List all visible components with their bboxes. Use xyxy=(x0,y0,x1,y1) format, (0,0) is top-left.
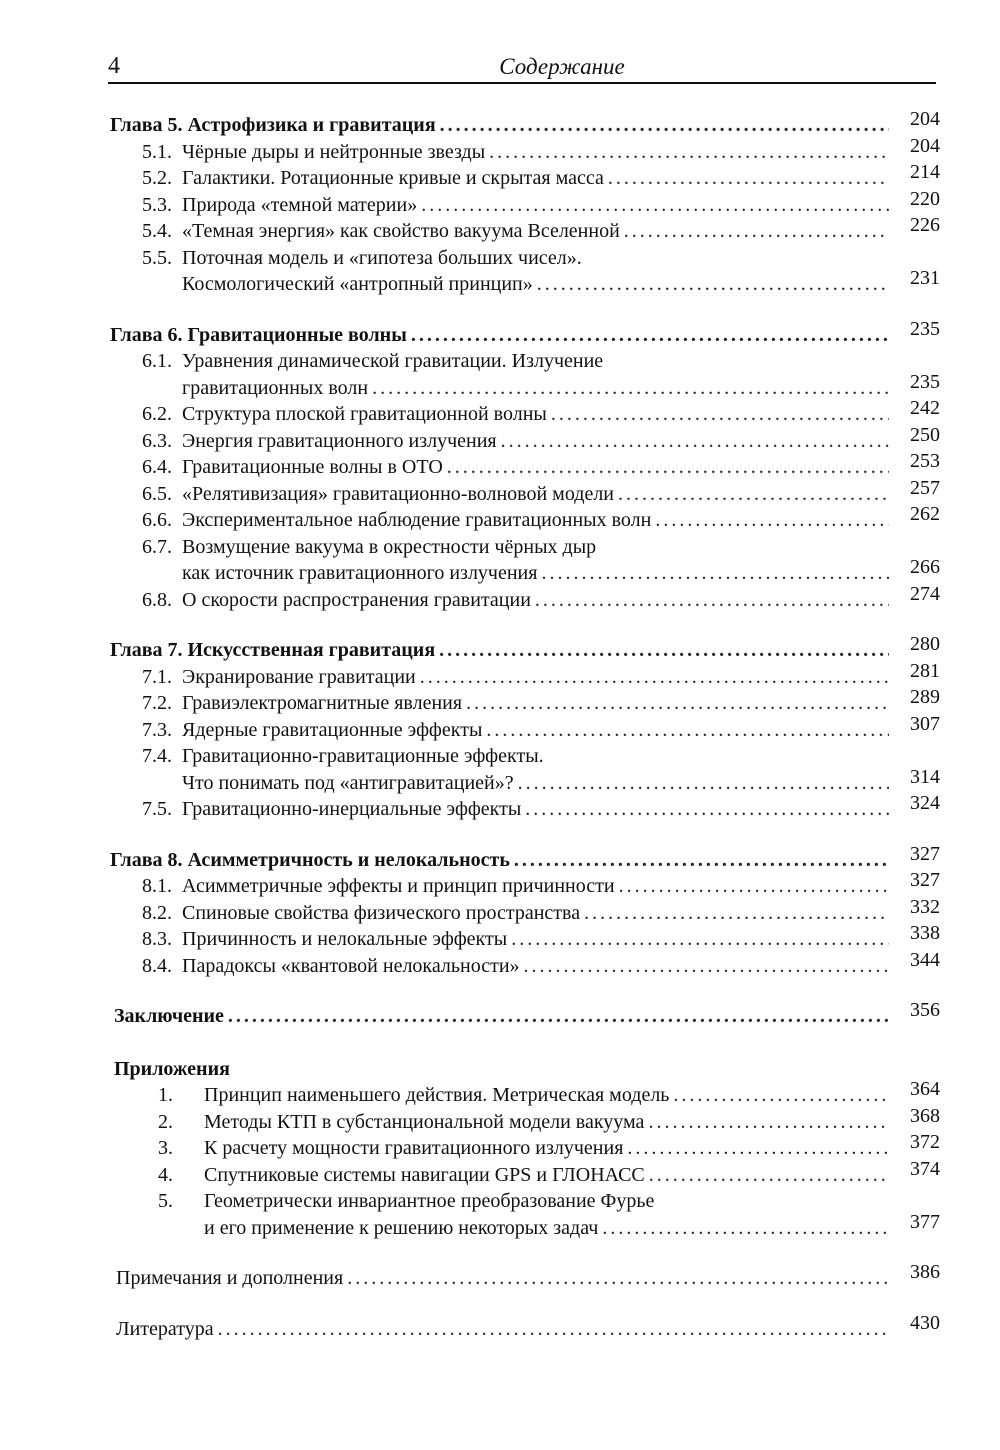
page-reference: 214 xyxy=(910,161,940,183)
entry-text-line xyxy=(116,1316,895,1342)
page-reference: 430 xyxy=(910,1311,940,1334)
toc-item xyxy=(0,534,1000,560)
page-number: 4 xyxy=(108,53,120,79)
dot-leader xyxy=(347,1265,889,1291)
entry-title: Глава 7. Искусственная гравитация xyxy=(110,639,436,661)
dot-leader xyxy=(514,847,889,873)
page-reference: 280 xyxy=(910,633,940,655)
dot-leader xyxy=(420,664,889,690)
conclusion-entry xyxy=(0,999,1000,1029)
page-reference: 324 xyxy=(910,792,940,814)
entry-text-line xyxy=(110,322,895,348)
entry-number: 8.1. xyxy=(142,875,172,897)
entry-text-line xyxy=(204,1188,895,1214)
dot-leader xyxy=(648,1109,889,1135)
page-reference: 226 xyxy=(910,214,940,236)
entry-title: Возмущение вакуума в окрестности чёрных дыр xyxy=(182,535,597,558)
entry-text-line xyxy=(182,743,895,769)
literature-entry xyxy=(0,1311,1000,1342)
entry-title: Глава 5. Астрофизика и гравитация xyxy=(110,114,436,136)
entry-title: и его применение к решению некоторых задач xyxy=(204,1216,599,1239)
page-reference: 327 xyxy=(910,842,940,865)
dot-leader xyxy=(218,1316,889,1342)
entry-number: 8.3. xyxy=(142,928,172,950)
page-header xyxy=(108,52,936,84)
entry-text-line xyxy=(204,1135,895,1161)
entry-number: 6.2. xyxy=(142,403,172,425)
toc-item xyxy=(0,423,1000,454)
entry-text-line xyxy=(182,587,895,613)
entry-text-line xyxy=(182,560,895,586)
toc-item xyxy=(0,503,1000,533)
toc-item xyxy=(0,161,1000,191)
entry-title: Поточная модель и «гипотеза больших чисел». xyxy=(182,246,582,269)
entry-number: 5.2. xyxy=(142,167,172,189)
toc-item xyxy=(0,948,1000,979)
entry-title: «Темная энергия» как свойство вакуума Вселенной xyxy=(182,220,620,242)
entry-number: 6.6. xyxy=(142,509,172,531)
toc-item xyxy=(0,1131,1000,1161)
entry-title: Экспериментальное наблюдение гравитационных волн xyxy=(182,509,652,531)
entry-text-line xyxy=(182,926,895,952)
dot-leader xyxy=(673,1082,889,1108)
entry-title: Спутниковые системы навигации GPS и ГЛОНАСС xyxy=(204,1163,645,1186)
page-reference: 356 xyxy=(910,999,940,1021)
dot-leader xyxy=(518,770,889,796)
page-reference: 314 xyxy=(910,765,940,788)
toc-item xyxy=(0,348,1000,374)
page-reference: 374 xyxy=(910,1157,940,1180)
entry-title: Чёрные дыры и нейтронные звезды xyxy=(182,140,486,163)
entry-title: Примечания и дополнения xyxy=(116,1267,344,1289)
toc-item xyxy=(0,267,1000,297)
page-reference: 364 xyxy=(910,1078,940,1100)
toc-item xyxy=(0,370,1000,401)
page-reference: 204 xyxy=(910,108,940,130)
page-reference: 231 xyxy=(910,267,940,289)
entry-text-line xyxy=(182,165,895,191)
notes-entry xyxy=(0,1261,1000,1291)
entry-text-line xyxy=(182,401,895,427)
dot-leader xyxy=(411,322,889,348)
entry-title: Космологический «антропный принцип» xyxy=(182,273,533,295)
entry-title: Гравитационно-инерциальные эффекты xyxy=(182,798,522,820)
toc-item xyxy=(0,134,1000,165)
entry-number: 7.3. xyxy=(142,718,172,741)
entry-title: Энергия гравитационного излучения xyxy=(182,429,497,452)
dot-leader xyxy=(372,375,889,401)
page-reference: 250 xyxy=(910,423,940,446)
toc-item xyxy=(0,1104,1000,1135)
dot-leader xyxy=(649,1162,889,1188)
page-reference: 289 xyxy=(910,686,940,708)
toc-item xyxy=(0,1078,1000,1108)
entry-number: 5. xyxy=(158,1190,173,1212)
toc-item xyxy=(0,187,1000,218)
page-reference: 386 xyxy=(910,1261,940,1283)
toc-item xyxy=(0,743,1000,769)
page-reference: 262 xyxy=(910,503,940,525)
entry-number: 6.1. xyxy=(142,350,172,372)
entry-text-line xyxy=(182,690,895,716)
toc-item xyxy=(0,895,1000,926)
entry-title: Спиновые свойства физического пространства xyxy=(182,901,581,924)
entry-number: 6.5. xyxy=(142,482,172,505)
dot-leader xyxy=(608,165,889,191)
entry-number: 8.4. xyxy=(142,954,172,977)
toc-item xyxy=(0,397,1000,427)
entry-title: Что понимать под «антигравитацией»? xyxy=(182,771,514,794)
entry-text-line xyxy=(182,218,895,244)
entry-text-line xyxy=(182,348,895,374)
page-reference: 220 xyxy=(910,187,940,210)
entry-text-line xyxy=(182,375,895,401)
entry-title: Уравнения динамической гравитации. Излучение xyxy=(182,350,604,372)
entry-number: 5.5. xyxy=(142,246,172,269)
entry-text-line xyxy=(114,1003,895,1029)
toc-item xyxy=(0,792,1000,822)
page-reference: 281 xyxy=(910,659,940,682)
entry-number: 6.8. xyxy=(142,588,172,611)
dot-leader xyxy=(511,926,889,952)
dot-leader xyxy=(525,796,889,822)
entry-number: 8.2. xyxy=(142,901,172,924)
dot-leader xyxy=(228,1003,889,1029)
entry-title: Экранирование гравитации xyxy=(182,665,416,688)
dot-leader xyxy=(489,139,889,165)
dot-leader xyxy=(466,690,889,716)
page-reference: 253 xyxy=(910,450,940,472)
entry-text-line xyxy=(182,873,895,899)
toc-item xyxy=(0,556,1000,586)
page-reference: 332 xyxy=(910,895,940,918)
entry-number: 5.1. xyxy=(142,140,172,163)
toc-item xyxy=(0,476,1000,507)
page-reference: 266 xyxy=(910,556,940,578)
entry-number: 1. xyxy=(158,1084,173,1106)
page-reference: 274 xyxy=(910,582,940,605)
entry-title: Глава 8. Асимметричность и нелокальность xyxy=(110,848,510,871)
page-reference: 344 xyxy=(910,948,940,971)
entry-number: 7.2. xyxy=(142,692,172,714)
entry-title: Парадоксы «квантовой нелокальности» xyxy=(182,954,520,977)
toc-item xyxy=(0,1188,1000,1214)
toc-item xyxy=(0,1210,1000,1241)
entry-number: 4. xyxy=(158,1163,173,1186)
entry-text-line xyxy=(182,481,895,507)
entry-text-line xyxy=(204,1215,895,1241)
toc-item xyxy=(0,686,1000,716)
entry-title: «Релятивизация» гравитационно-волновой модели xyxy=(182,482,615,505)
entry-text-line xyxy=(182,717,895,743)
entry-text-line xyxy=(182,900,895,926)
toc-item xyxy=(0,922,1000,952)
dot-leader xyxy=(501,428,889,454)
entry-text-line xyxy=(182,454,895,480)
entry-text-line xyxy=(182,534,895,560)
entry-title: Заключение xyxy=(114,1005,224,1027)
entry-title: Литература xyxy=(116,1317,214,1340)
toc-item xyxy=(0,1157,1000,1188)
entry-title: Структура плоской гравитационной волны xyxy=(182,403,547,425)
dot-leader xyxy=(447,454,889,480)
entry-title: Гравиэлектромагнитные явления xyxy=(182,692,463,714)
dot-leader xyxy=(439,637,889,663)
entry-text-line xyxy=(182,507,895,533)
dot-leader xyxy=(537,271,889,297)
entry-title: гравитационных волн xyxy=(182,376,369,399)
dot-leader xyxy=(655,507,889,533)
entry-title: Галактики. Ротационные кривые и скрытая масса xyxy=(182,167,604,189)
entry-text-line xyxy=(204,1162,895,1188)
entry-number: 7.4. xyxy=(142,745,172,767)
entry-title: Принцип наименьшего действия. Метрическая модель xyxy=(204,1084,670,1106)
toc-item xyxy=(0,582,1000,613)
chapter-heading xyxy=(0,842,1000,873)
toc-item xyxy=(0,659,1000,690)
page-reference: 368 xyxy=(910,1104,940,1127)
entry-title: Причинность и нелокальные эффекты xyxy=(182,928,508,950)
dot-leader xyxy=(421,192,889,218)
entry-text-line xyxy=(114,1056,895,1082)
entry-title: Природа «темной материи» xyxy=(182,193,418,216)
chapter-heading xyxy=(0,108,1000,138)
dot-leader xyxy=(602,1215,889,1241)
dot-leader xyxy=(624,218,889,244)
entry-text-line xyxy=(204,1109,895,1135)
entry-number: 7.1. xyxy=(142,665,172,688)
page-reference: 377 xyxy=(910,1210,940,1233)
dot-leader xyxy=(440,112,889,138)
dot-leader xyxy=(619,873,889,899)
toc-item xyxy=(0,765,1000,796)
appendices-heading xyxy=(0,1056,1000,1082)
dot-leader xyxy=(584,900,889,926)
entry-title: Глава 6. Гравитационные волны xyxy=(110,323,407,346)
toc-item xyxy=(0,869,1000,899)
dot-leader xyxy=(541,560,889,586)
entry-title: Асимметричные эффекты и принцип причинности xyxy=(182,875,615,897)
entry-title: О скорости распространения гравитации xyxy=(182,588,531,611)
dot-leader xyxy=(618,481,889,507)
entry-title: как источник гравитационного излучения xyxy=(182,562,538,584)
entry-text-line xyxy=(110,112,895,138)
dot-leader xyxy=(486,717,889,743)
running-title: Содержание xyxy=(499,54,625,79)
entry-title: Гравитационные волны в ОТО xyxy=(182,456,443,478)
entry-number: 6.4. xyxy=(142,456,172,478)
entry-number: 2. xyxy=(158,1110,173,1133)
entry-text-line xyxy=(110,847,895,873)
entry-text-line xyxy=(110,637,895,663)
page-reference: 307 xyxy=(910,712,940,735)
entry-text-line xyxy=(182,796,895,822)
toc-item xyxy=(0,214,1000,244)
entry-text-line xyxy=(182,245,895,271)
dot-leader xyxy=(551,401,889,427)
page-reference: 372 xyxy=(910,1131,940,1153)
dot-leader xyxy=(535,587,889,613)
entry-title: Методы КТП в субстанциональной модели вакуума xyxy=(204,1110,645,1133)
entry-title: Гравитационно-гравитационные эффекты. xyxy=(182,745,544,767)
entry-number: 7.5. xyxy=(142,798,172,820)
page-reference: 235 xyxy=(910,317,940,340)
entry-title: Приложения xyxy=(114,1057,230,1080)
entry-text-line xyxy=(116,1265,895,1291)
page-reference: 327 xyxy=(910,869,940,891)
page-reference: 242 xyxy=(910,397,940,419)
entry-text-line xyxy=(182,139,895,165)
entry-title: К расчету мощности гравитационного излучения xyxy=(204,1137,624,1159)
toc-item xyxy=(0,450,1000,480)
page-reference: 204 xyxy=(910,134,940,157)
entry-number: 3. xyxy=(158,1137,173,1159)
entry-text-line xyxy=(182,770,895,796)
entry-number: 6.3. xyxy=(142,429,172,452)
entry-title: Ядерные гравитационные эффекты xyxy=(182,718,483,741)
entry-text-line xyxy=(182,953,895,979)
page-reference: 338 xyxy=(910,922,940,944)
entry-text-line xyxy=(182,664,895,690)
entry-text-line xyxy=(204,1082,895,1108)
entry-text-line xyxy=(182,428,895,454)
entry-number: 5.4. xyxy=(142,220,172,242)
page-reference: 257 xyxy=(910,476,940,499)
toc-item xyxy=(0,712,1000,743)
entry-number: 5.3. xyxy=(142,193,172,216)
dot-leader xyxy=(524,953,889,979)
entry-text-line xyxy=(182,271,895,297)
entry-number: 6.7. xyxy=(142,535,172,558)
entry-text-line xyxy=(182,192,895,218)
toc-item xyxy=(0,245,1000,271)
chapter-heading xyxy=(0,317,1000,348)
chapter-heading xyxy=(0,633,1000,663)
dot-leader xyxy=(627,1135,889,1161)
page-reference: 235 xyxy=(910,370,940,393)
entry-title: Геометрически инвариантное преобразование Фурье xyxy=(204,1190,655,1212)
